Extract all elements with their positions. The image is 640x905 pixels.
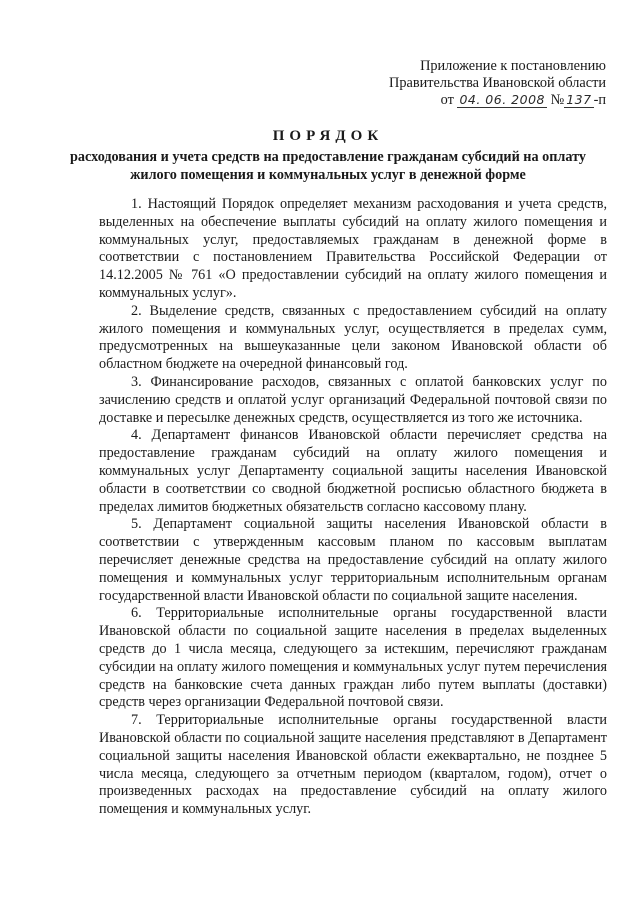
paragraph-6: 6. Территориальные исполнительные органы государственной власти Ивановской области по социальной защите населения в пределах выделенных средств до 1 числа месяца, следующего за истекшим, перечисляют гражданам субсидии на оплату жилого помещения и коммунальных услуг путем перечисления средств на банковские счета данных граждан либо путем выплаты (доставки) средств через организации Федеральной почтовой связи. — [99, 605, 607, 711]
appendix-date-line — [389, 92, 606, 109]
appendix-line-1: Приложение к постановлению — [420, 58, 606, 74]
document-body — [99, 196, 607, 819]
appendix-header — [389, 58, 606, 109]
paragraph-4: 4. Департамент финансов Ивановской области перечисляет средства на предоставление гражданам субсидий на оплату жилого помещения и коммунальных услуг Департаменту социальной защиты населения Ивановской области в соответствии со сводной бюджетной росписью областного бюджета в пределах лимитов бюджетных обязательств согласно кассовому плану. — [99, 427, 607, 515]
handwritten-date: 04. 06. 2008 — [459, 92, 545, 107]
handwritten-number: 137 — [566, 92, 592, 107]
appendix-line-2: Правительства Ивановской области — [389, 75, 606, 91]
paragraph-5: 5. Департамент социальной защиты населения Ивановской области в соответствии с утвержденным кассовым планом по кассовым выплатам перечисляет денежные средства на предоставление субсидий на оплату жилого помещения и коммунальных услуг территориальным исполнительным органам государственной власти Ивановской области по социальной защите населения. — [99, 516, 607, 604]
paragraph-3: 3. Финансирование расходов, связанных с оплатой банковских услуг по зачислению средств и оплатой услуг организаций Федеральной почтовой связи по доставке и пересылке денежных средств, осуществляется из того же источника. — [99, 373, 607, 426]
page-subtitle: расходования и учета средств на предоставление гражданам субсидий на оплату жилого помещения и коммунальных услуг в денежной форме — [70, 149, 586, 183]
number-prefix: № — [550, 92, 565, 108]
page-title: ПОРЯДОК — [272, 128, 384, 144]
paragraph-7: 7. Территориальные исполнительные органы государственной власти Ивановской области по социальной защите населения представляют в Департамент социальной защиты населения Ивановской области ежеквартально, не позднее 5 числа месяца, следующего за отчетным периодом (кварталом, годом), отчет о произведенных расходах на предоставление субсидий на оплату жилого помещения и коммунальных услуг. — [99, 712, 607, 818]
paragraph-1: 1. Настоящий Порядок определяет механизм расходования и учета средств, выделенных на обеспечение выплаты субсидий на оплату жилого помещения и коммунальных услуг, предоставляемых гражданам в денежной форме в соответствии с постановлением Правительства Российской Федерации от 14.12.2005 № 761 «О предоставлении субсидий на оплату жилого помещения и коммунальных услуг». — [99, 196, 607, 301]
number-suffix: -п — [593, 92, 606, 108]
date-prefix: от — [440, 92, 454, 108]
paragraph-2: 2. Выделение средств, связанных с предоставлением субсидий на оплату жилого помещения и коммунальных услуг, осуществляется в пределах сумм, предусмотренных на вышеуказанные цели законом Ивановской области об областном бюджете на очередной финансовый год. — [99, 302, 607, 373]
title-block — [60, 126, 596, 184]
